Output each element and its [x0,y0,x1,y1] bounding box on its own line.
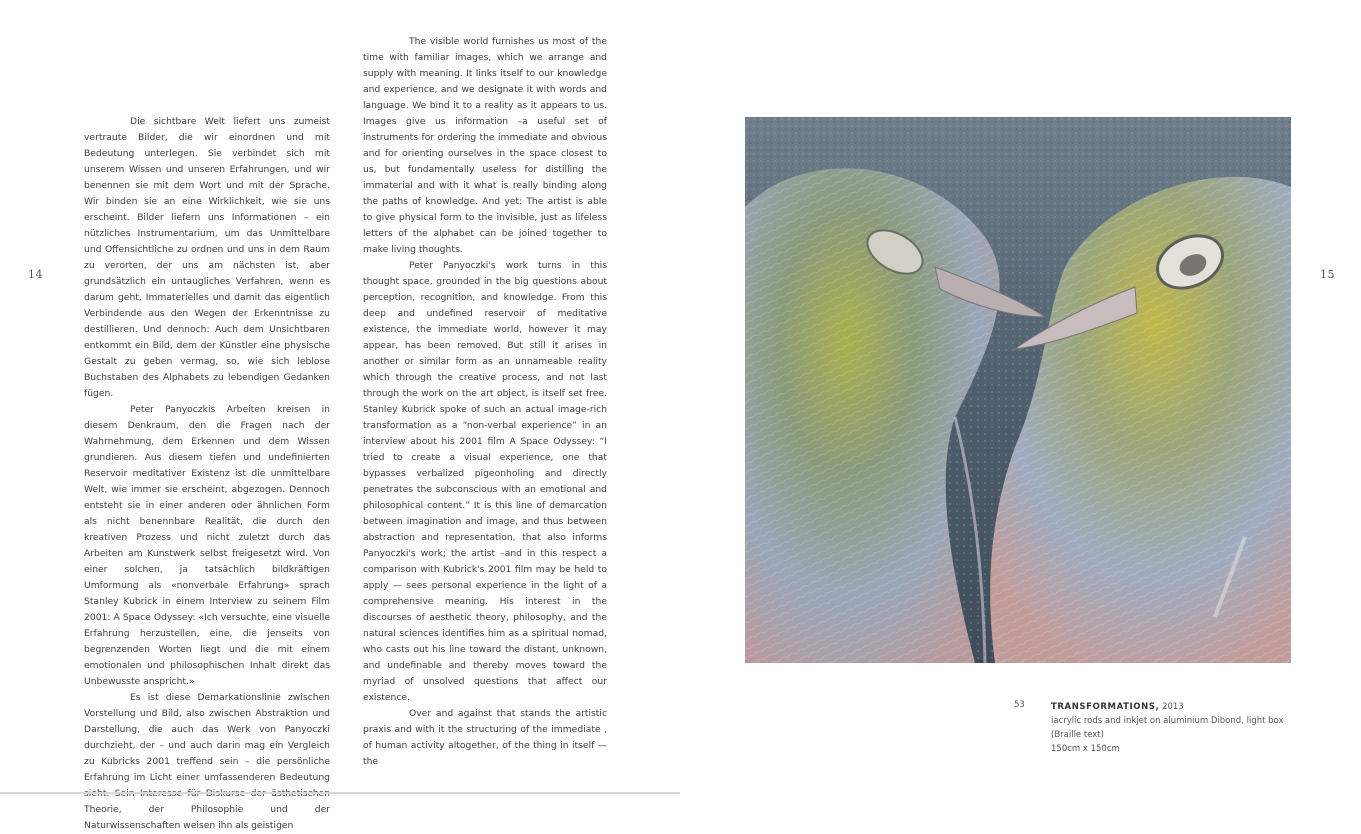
english-paragraph: Over and against that stands the artistic praxis and with it the structuring of the immediate , of human activity altogether, of the thing in itself — the [363,708,607,767]
german-paragraph: Peter Panyoczkis Arbeiten kreisen in diesem Denkraum, den die Fragen nach der Wahrnehmung, dem Erkennen und dem Wissen grundieren. Aus diesem tiefen und undefinierten Reservoir meditativer Existenz ist die unmittelbare Welt, wie immer sie erscheint, abgezogen. Dennoch entsteht sie in einer anderen oder ähnlichen Form als nicht benennbare Realität, die durch den kreativen Prozess und nicht zuletzt durch das Arbeiten am Kunstwerk selbst freigesetzt wird. Von einer solchen, ja tatsächlich bildkräftigen Umformung als «nonverbale Erfahrung» sprach Stanley Kubrick in einem Interview zu seinem Film 2001: A Space Odyssey: «Ich versuchte, eine visuelle Erfahrung herzustellen, eine, die jenseits von begrenzenden Worten liegt und die mit einem emotionalen und philosophischen Inhalt direkt das Unbewusste anspricht.» [84,404,330,687]
artwork-caption [1051,700,1311,756]
english-paragraph: Peter Panyoczki's work turns in this thought space, grounded in the big questions about perception, recognition, and knowledge. From this deep and undefined reservoir of meditative existence, the immediate world, however it may appear, has been removed. But still it arises in another or similar form as an unnameable reality which through the creative process, and not last through the work on the art object, is itself set free. Stanley Kubrick spoke of such an actual image-rich transformation as a “non-verbal experience” in an interview about his 2001 film A Space Odyssey: “I tried to create a visual experience, one that bypasses verbalized pigeonholing and directly penetrates the subconscious with an emotional and philosophical content.” It is this line of demarcation between imagination and image, and thus between abstraction and representation, that also informs Panyoczki's work; the artist –and in this respect a comparison with Kubrick's 2001 film may be held to apply — sees personal experience in the light of a comprehensive meaning. His interest in the discourses of aesthetic theory, philosophy, and the natural sciences identifies him as a spiritual nomad, who casts out his line toward the distant, unknown, and undefinable and thereby moves toward the myriad of unsolved questions that affect our existence. [363,260,607,703]
german-paragraph: Es ist diese Demarkationslinie zwischen Vorstellung und Bild, also zwischen Abstraktion und Darstellung, die auch das Werk von Panyoczki durchzieht, der – und auch darin mag ein Vergleich zu Kubricks 2001 treffend sein – die persönliche Erfahrung im Licht einer umfassenderen Bedeutung Theorie, der Philosophie und der Naturwissenschaften weisen ihn als geistigen [84,692,330,831]
artwork-title: TRANSFORMATIONS, [1051,702,1160,712]
artwork-dimensions: 150cm x 150cm [1051,744,1120,754]
german-text-column [84,114,330,834]
page-number-right: 15 [1320,268,1335,281]
artwork-year: 2013 [1159,702,1184,712]
left-page [0,0,680,831]
english-paragraph: The visible world furnishes us most of the time with familiar images, which we arrange and supply with meaning. It links itself to our knowledge and experience, and we designate it with words and language. We bind it to a reality as it appears to us. Images give us information –a useful set of instruments for ordering the immediate and obvious and for orienting ourselves in the space closest to us, but fundamentally useless for distilling the immaterial and with it what is really binding along the paths of knowledge. And yet: The artist is able to give physical form to the invisible, just as lifeless letters of the alphabet can be joined together to make living thoughts. [363,36,607,255]
plate-number: 53 [1014,700,1025,710]
artwork-medium: iacrylic rods and inkjet on aluminium Dibond, light box [1051,716,1284,726]
artwork-two-birds-image [745,117,1291,663]
english-text-column [363,34,607,770]
artwork-note: (Braille text) [1051,730,1104,740]
german-paragraph: Die sichtbare Welt liefert uns zumeist vertraute Bilder, die wir einordnen und mit Bedeutung unterlegen. Sie verbindet sich mit unserem Wissen und unseren Erfahrungen, und wir benennen sie mit dem Wort und mit der Sprache. Wir binden sie an eine Wirklichkeit, wie sie uns erscheint. Bilder liefern uns Informationen – ein nützliches Instrumentarium, um das Unmittelbare und Offensichtliche zu ordnen und uns in dem Raum zu verorten, der uns am nächsten ist, aber grundsätzlich ein untaugliches Verfahren, wenn es darum geht, Immaterielles und damit das eigentlich Verbindende aus den Wegen der Erkenntnisse zu destillieren. Und dennoch: Auch dem Unsichtbaren entkommt ein Bild, dem der Künstler eine physische Gestalt zu geben vermag, so, wie sich leblose Buchstaben des Alphabets zu lebendigen Gedanken fügen. [84,116,330,399]
page-number-left: 14 [28,268,43,281]
